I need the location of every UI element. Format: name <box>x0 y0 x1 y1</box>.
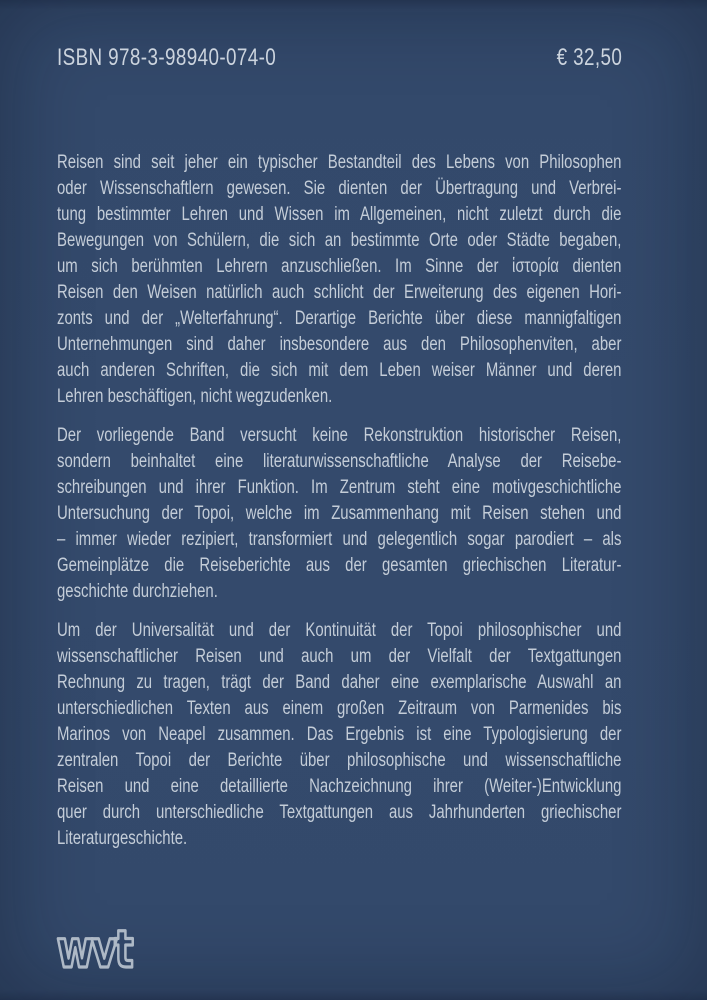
text-line: Unternehmungen sind daher insbesondere aus den Philosophenviten, aber <box>57 334 622 355</box>
text-line: auch anderen Schriften, die sich mit dem Leben weiser Männer und deren <box>57 360 622 381</box>
text-line: Bewegungen von Schülern, die sich an bestimmte Orte oder Städte begaben, <box>57 230 622 251</box>
isbn-label: ISBN 978-3-98940-074-0 <box>57 44 277 71</box>
text-line: schreibungen und ihrer Funktion. Im Zentrum steht eine motivgeschichtliche <box>57 477 622 498</box>
text-line: Literaturgeschichte. <box>57 828 188 849</box>
text-line: Reisen sind seit jeher ein typischer Bestandteil des Lebens von Philosophen <box>57 152 622 173</box>
text-line: Reisen und eine detaillierte Nachzeichnung ihrer (Weiter-)Entwicklung <box>57 776 622 797</box>
text-line: unterschiedlichen Texten aus einem großen Zeitraum von Parmenides bis <box>57 698 622 719</box>
text-line: um sich berühmten Lehrern anzuschließen. Im Sinne der ἱστορία dienten <box>57 256 622 277</box>
text-line: wissenschaftlicher Reisen und auch um der Vielfalt der Textgattungen <box>57 646 622 667</box>
text-line: zentralen Topoi der Berichte über philosophische und wissenschaftliche <box>57 750 622 771</box>
paragraph-1 <box>57 150 621 410</box>
text-line: Reisen den Weisen natürlich auch schlicht der Erweiterung des eigenen Hori- <box>57 282 622 303</box>
price-label: € 32,50 <box>556 44 623 71</box>
text-line: tung bestimmter Lehren und Wissen im Allgemeinen, nicht zuletzt durch die <box>57 204 622 225</box>
wvt-logo-icon <box>55 927 155 973</box>
text-line: – immer wieder rezipiert, transformiert und gelegentlich sogar parodiert – als <box>57 529 622 550</box>
text-line: zonts und der „Welterfahrung“. Derartige Berichte über diese mannigfaltigen <box>57 308 622 329</box>
paragraph-2 <box>57 423 621 605</box>
blurb-text-block <box>57 150 621 865</box>
text-line: Gemeinplätze die Reiseberichte aus der gesamten griechischen Literatur- <box>57 555 622 576</box>
publisher-logo <box>55 927 155 973</box>
text-line: sondern beinhaltet eine literaturwissenschaftliche Analyse der Reisebe- <box>57 451 622 472</box>
text-line: Der vorliegende Band versucht keine Rekonstruktion historischer Reisen, <box>57 425 622 446</box>
header-row <box>57 44 622 72</box>
text-line: quer durch unterschiedliche Textgattungen aus Jahrhunderten griechischer <box>57 802 622 823</box>
text-line: Rechnung zu tragen, trägt der Band daher eine exemplarische Auswahl an <box>57 672 622 693</box>
wvt-logo-text: wvt <box>56 927 131 973</box>
text-line: geschichte durchziehen. <box>57 581 218 602</box>
paragraph-3 <box>57 618 621 852</box>
text-line: Untersuchung der Topoi, welche im Zusammenhang mit Reisen stehen und <box>57 503 622 524</box>
text-line: Um der Universalität und der Kontinuität der Topoi philosophischer und <box>57 620 622 641</box>
text-line: oder Wissenschaftlern gewesen. Sie dienten der Übertragung und Verbrei- <box>57 178 622 199</box>
text-line: Marinos von Neapel zusammen. Das Ergebnis ist eine Typologisierung der <box>57 724 622 745</box>
text-line: Lehren beschäftigen, nicht wegzudenken. <box>57 386 333 407</box>
